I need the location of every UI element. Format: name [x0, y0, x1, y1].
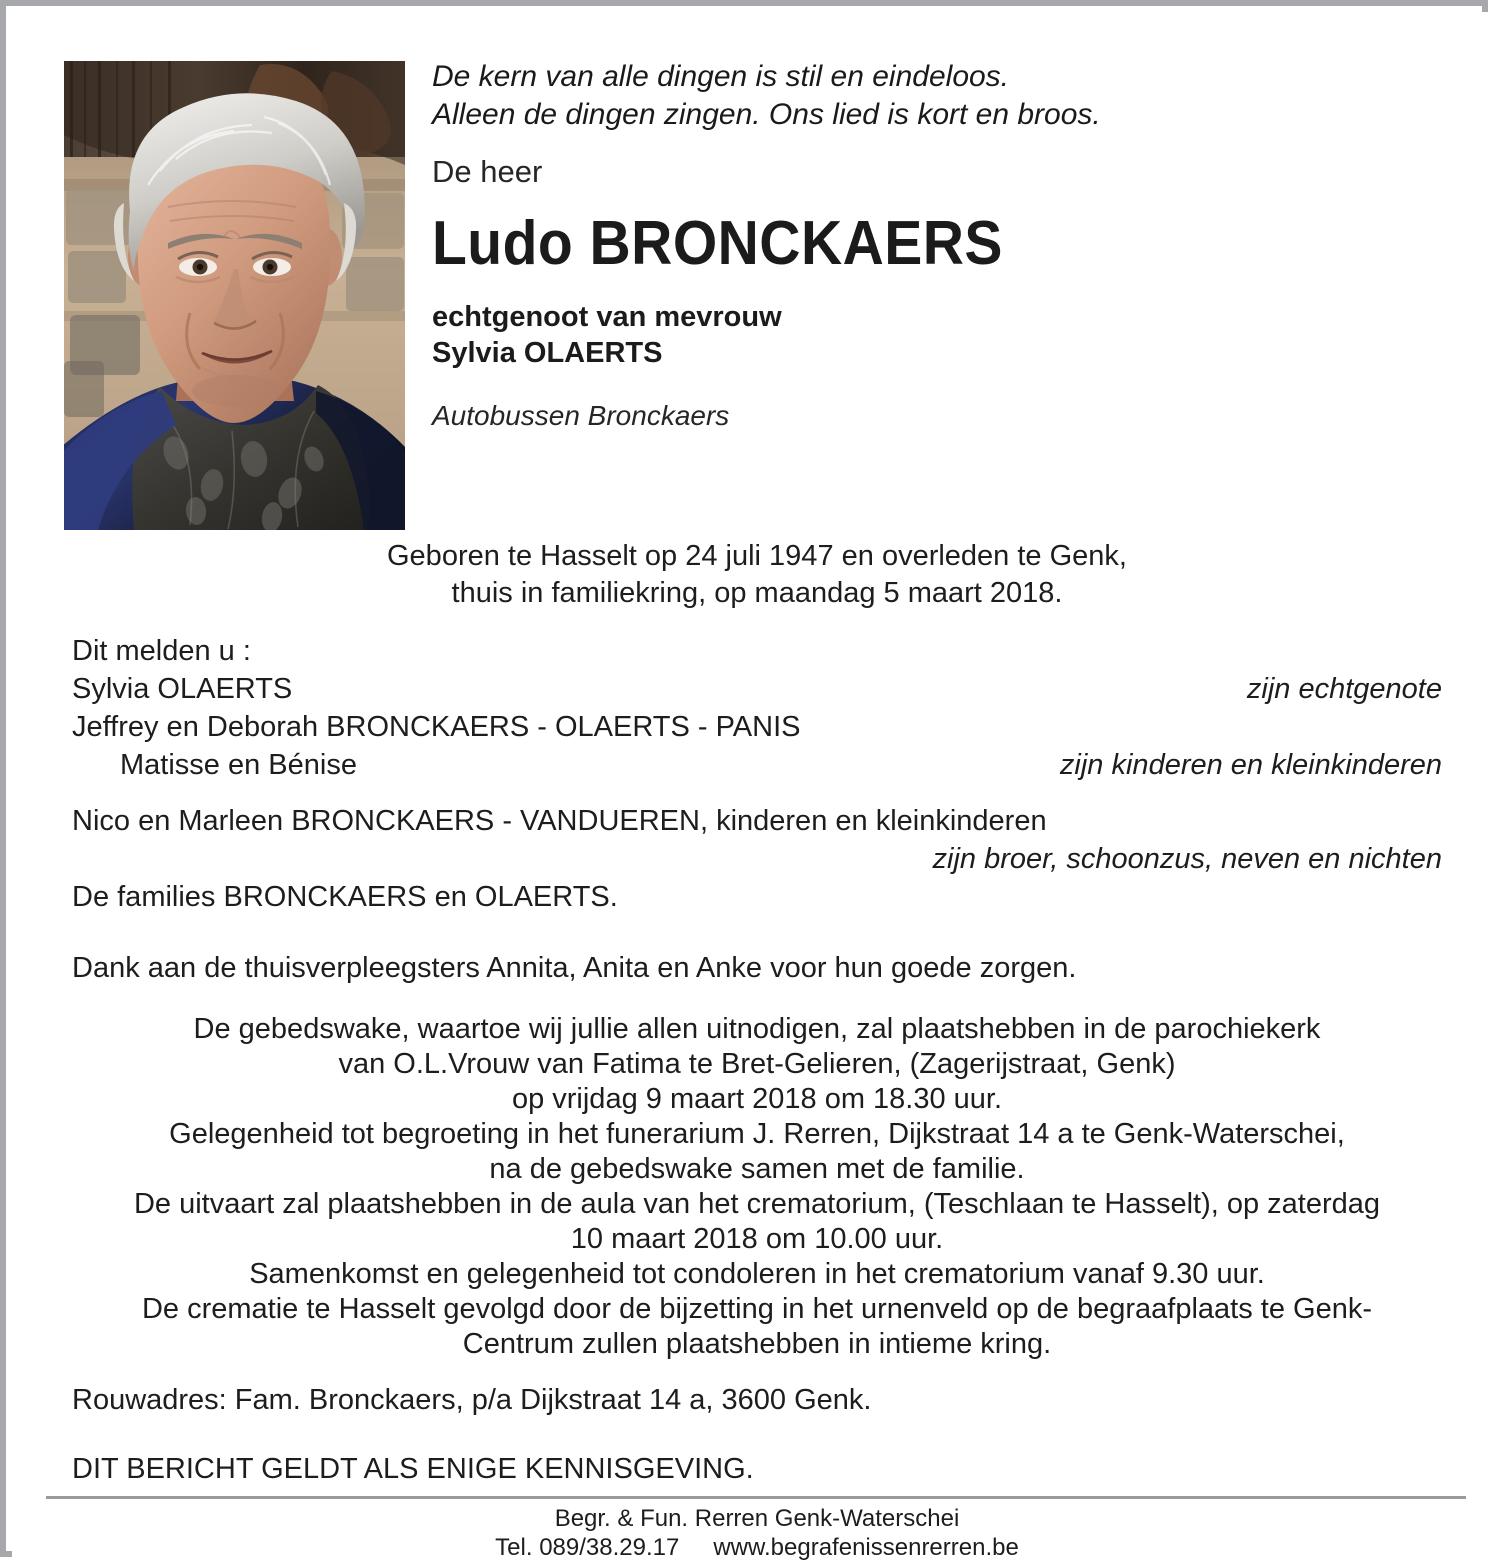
brother-name: Nico en Marleen BRONCKAERS - VANDUEREN, kinderen en kleinkinderen [72, 805, 1047, 837]
birth-line: Geboren te Hasselt op 24 juli 1947 en overleden te Genk, [387, 540, 1127, 572]
announcement-row [72, 670, 1442, 708]
service-line: Samenkomst en gelegenheid tot condoleren in het crematorium vanaf 9.30 uur. [249, 1258, 1265, 1290]
announcement-intro: Dit melden u : [72, 635, 251, 667]
service-line: op vrijdag 9 maart 2018 om 18.30 uur. [511, 1083, 1003, 1115]
service-line: De gebedswake, waartoe wij jullie allen uitnodigen, zal plaatshebben in de parochiekerk [193, 1013, 1321, 1045]
spouse-block [432, 299, 1432, 371]
spouse-intro: echtgenoot van mevrouw [432, 301, 782, 333]
brother-relation-row [72, 840, 1442, 878]
service-line: De crematie te Hasselt gevolgd door de bijzetting in het urnenveld op de begraafplaats te Genk- [141, 1293, 1373, 1325]
poem-line-1: De kern van alle dingen is stil en eindeloos. [432, 60, 1010, 93]
sole-notice-statement: DIT BERICHT GELDT ALS ENIGE KENNISGEVING. [72, 1453, 754, 1485]
announcement-page [12, 12, 1488, 1561]
website-url[interactable]: www.begrafenissenrerren.be [713, 1534, 1019, 1561]
relative-name: Jeffrey en Deborah BRONCKAERS - OLAERTS - PANIS [72, 711, 801, 743]
deceased-name: Ludo BRONCKAERS [432, 209, 1003, 278]
relative-relation: zijn echtgenote [1246, 673, 1442, 705]
families-line: De families BRONCKAERS en OLAERTS. [72, 881, 618, 913]
birth-death-block [72, 538, 1442, 612]
relative-relation: zijn kinderen en kleinkinderen [1059, 749, 1442, 781]
death-line: thuis in familiekring, op maandag 5 maart 2018. [451, 577, 1063, 609]
portrait-illustration [64, 61, 405, 530]
service-line: na de gebedswake samen met de familie. [489, 1153, 1025, 1185]
spouse-name: Sylvia OLAERTS [432, 337, 663, 369]
relative-name: Matisse en Bénise [120, 749, 357, 781]
announcement-row [72, 746, 1442, 784]
brother-row [72, 802, 1442, 840]
service-line: 10 maart 2018 om 10.00 uur. [570, 1223, 944, 1255]
salutation: De heer [432, 154, 543, 189]
brother-block [72, 802, 1442, 878]
occupation: Autobussen Bronckaers [432, 400, 730, 431]
telephone-number: Tel. 089/38.29.17 [495, 1534, 680, 1561]
mourning-address: Rouwadres: Fam. Bronckaers, p/a Dijkstraat 14 a, 3600 Genk. [72, 1384, 872, 1416]
service-line: Gelegenheid tot begroeting in het funerarium J. Rerren, Dijkstraat 14 a te Genk-Waterschei, [169, 1118, 1345, 1150]
brother-relation: zijn broer, schoonzus, neven en nichten [932, 843, 1442, 875]
announcement-block [72, 632, 1442, 784]
footer-divider [46, 1496, 1466, 1499]
funeral-home-name: Begr. & Fun. Rerren Genk-Waterschei [554, 1505, 960, 1532]
announcement-intro-row [72, 632, 1442, 670]
poem-line-2: Alleen de dingen zingen. Ons lied is kort en broos. [432, 98, 1101, 131]
portrait-photo [64, 61, 405, 530]
relative-name: Sylvia OLAERTS [72, 673, 293, 705]
footer-contact-row [72, 1533, 1442, 1562]
service-line: van O.L.Vrouw van Fatima te Bret-Gelieren, (Zagerijstraat, Genk) [338, 1048, 1176, 1080]
thanks-line: Dank aan de thuisverpleegsters Annita, Anita en Anke voor hun goede zorgen. [72, 952, 1077, 984]
service-line: Centrum zullen plaatshebben in intieme kring. [462, 1328, 1052, 1360]
footer-block [72, 1504, 1442, 1562]
service-line: De uitvaart zal plaatshebben in de aula van het crematorium, (Teschlaan te Hasselt), op zaterdag [133, 1188, 1381, 1220]
service-details-block [72, 1012, 1442, 1362]
announcement-row [72, 708, 1442, 746]
header-text-column [432, 58, 1432, 433]
